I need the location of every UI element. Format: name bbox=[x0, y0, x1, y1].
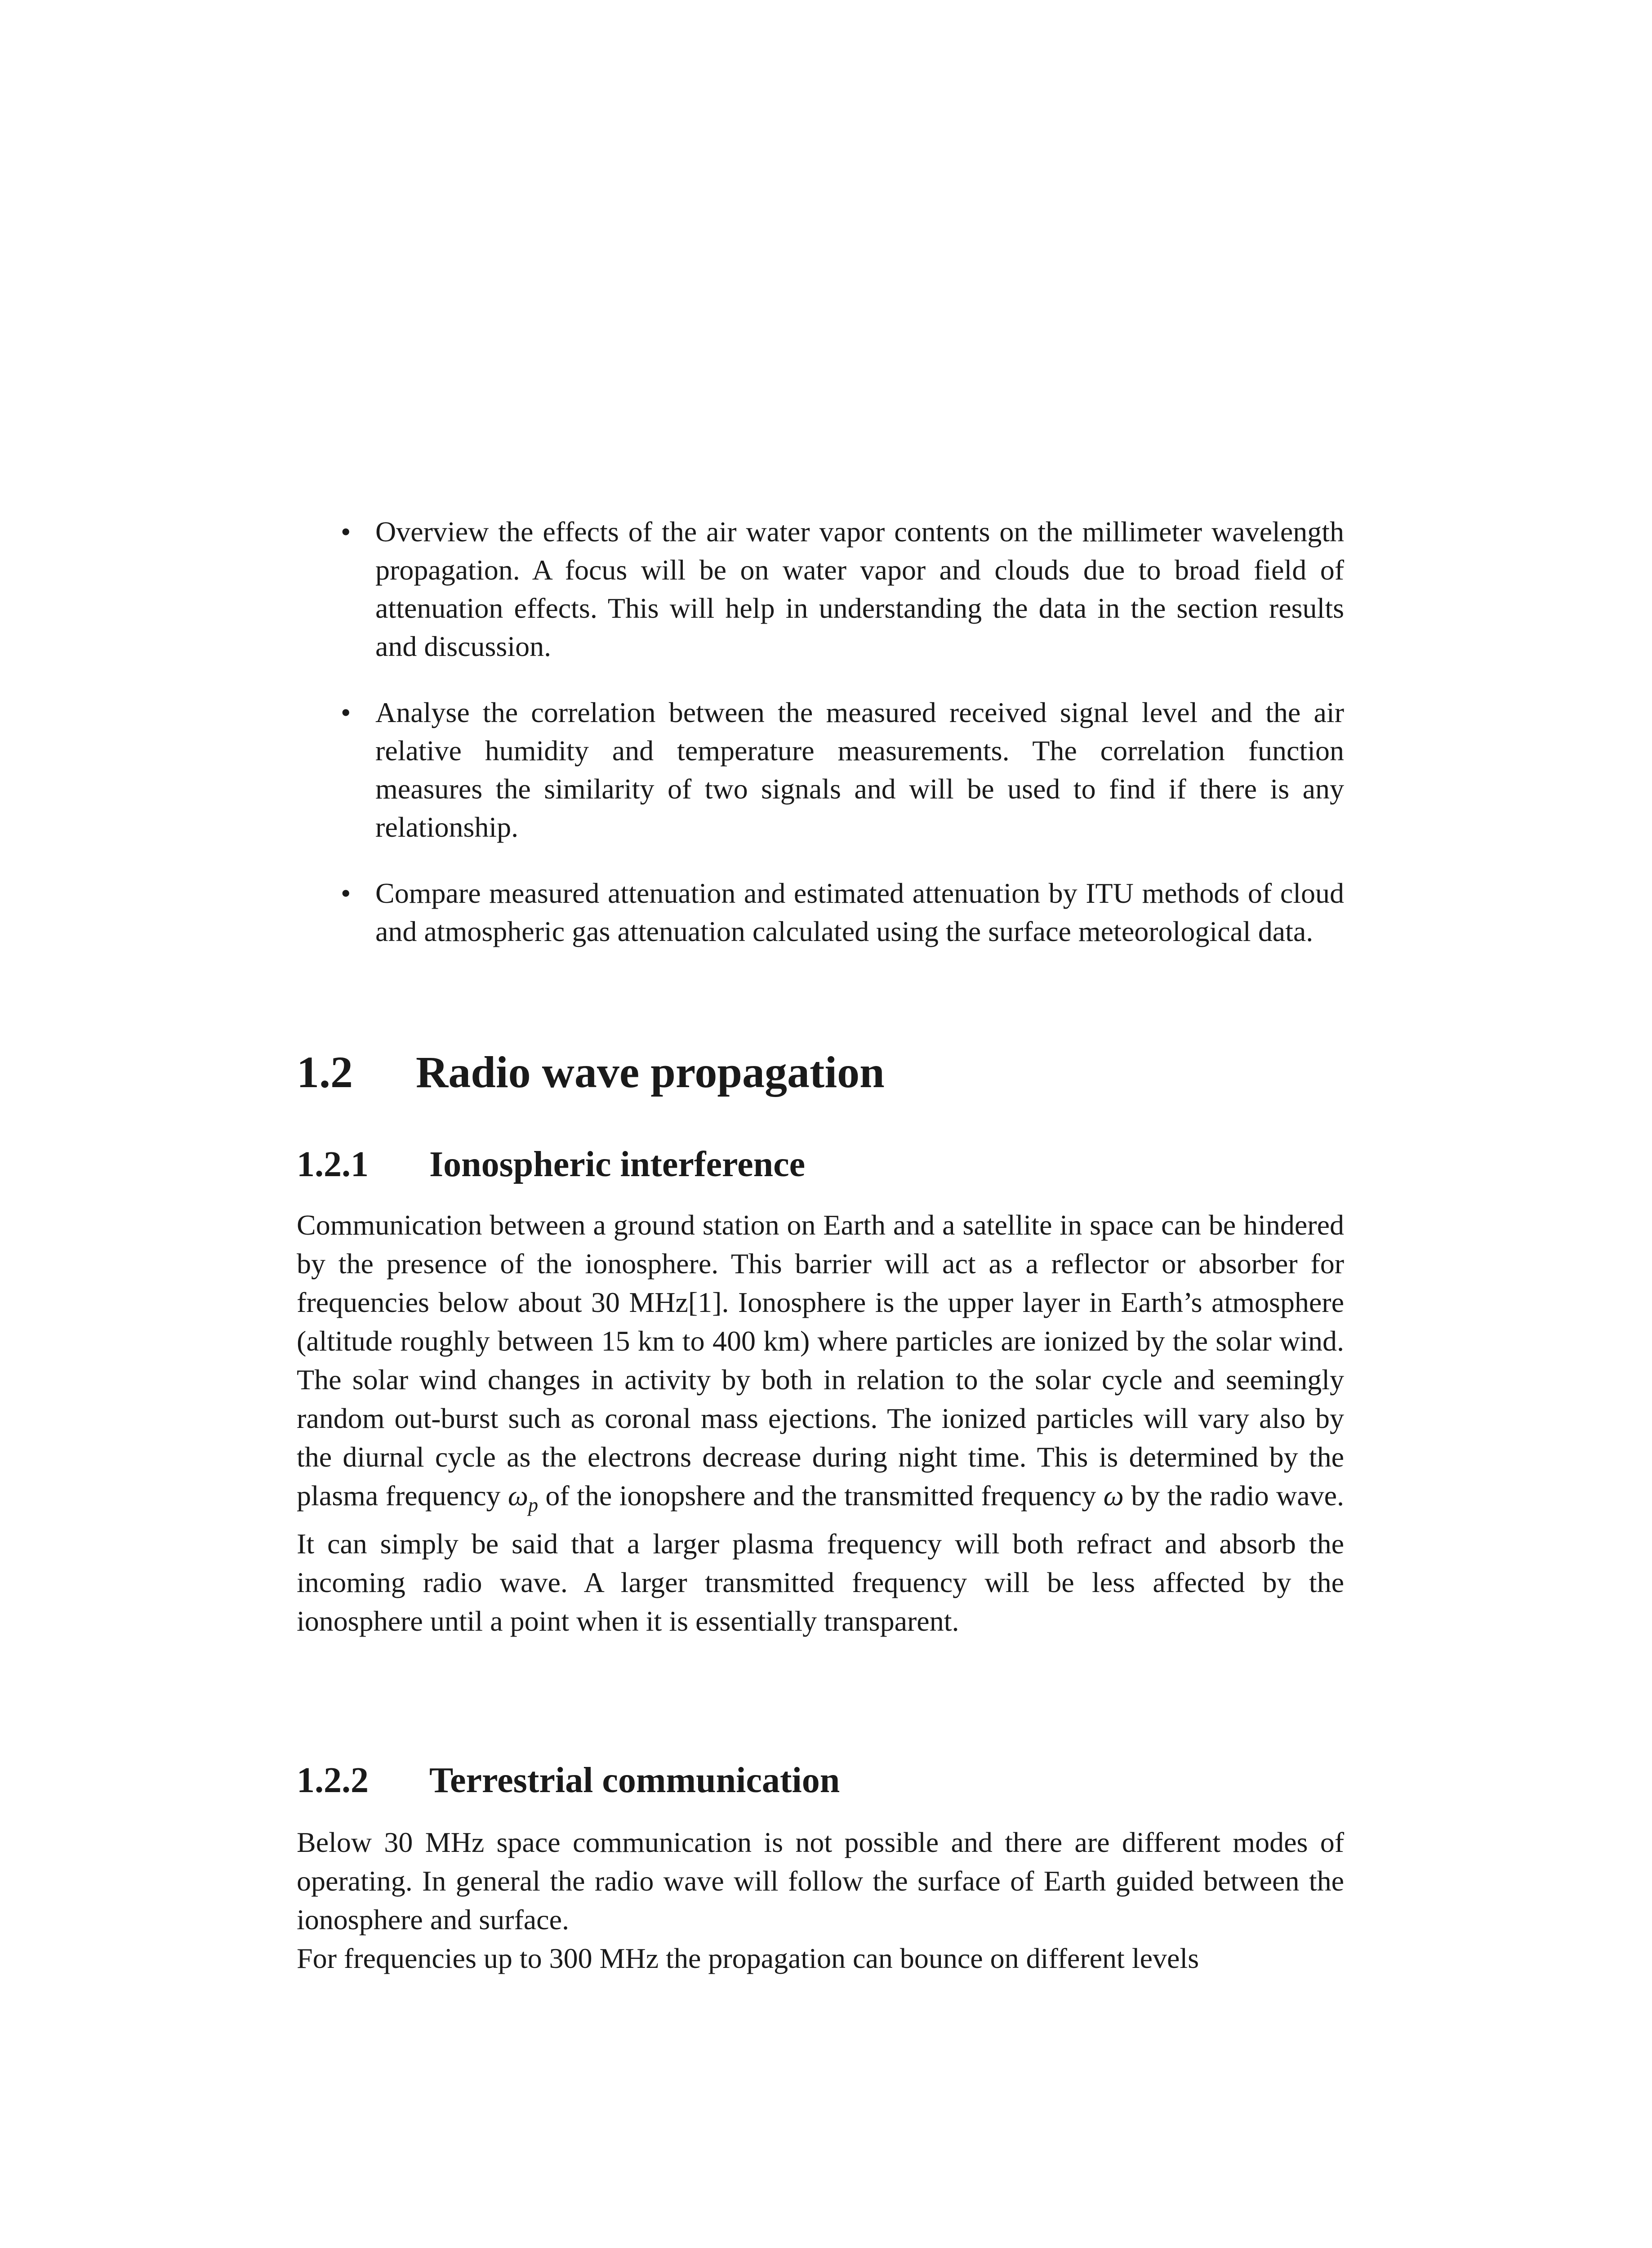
math-transmitted-frequency: ω bbox=[1103, 1480, 1124, 1512]
objectives-list bbox=[297, 513, 1344, 978]
paragraph-text: of the ionopshere and the transmitted frequency bbox=[538, 1480, 1104, 1512]
subsection-number: 1.2.2 bbox=[297, 1761, 369, 1800]
section-number: 1.2 bbox=[297, 1047, 353, 1097]
list-item-text: Compare measured attenuation and estimated attenuation by ITU methods of cloud and atmospheric gas attenuation calculated using the surface meteorological data. bbox=[375, 877, 1344, 947]
math-plasma-frequency bbox=[508, 1480, 539, 1516]
subsection-title: Ionospheric interference bbox=[429, 1145, 806, 1184]
section-title: Radio wave propagation bbox=[416, 1047, 885, 1097]
bullet-icon: • bbox=[341, 516, 351, 548]
list-item bbox=[297, 874, 1344, 950]
list-item bbox=[297, 513, 1344, 665]
subsection-heading-terrestrial bbox=[297, 1758, 1344, 1803]
paragraph-terrestrial bbox=[297, 1823, 1344, 1978]
bullet-icon: • bbox=[341, 696, 351, 728]
section-heading bbox=[297, 1045, 1344, 1099]
list-item-text: Analyse the correlation between the measured received signal level and the air relative humidity and temperature measurements. The correlation function measures the similarity of two signals and will be used to find if there is any relationship. bbox=[375, 696, 1344, 843]
bullet-icon: • bbox=[341, 877, 351, 909]
subsection-title: Terrestrial communication bbox=[429, 1761, 840, 1800]
subsection-heading-ionospheric bbox=[297, 1142, 1344, 1187]
paragraph-text: Communication between a ground station on Earth and a satellite in space can be hindered by the presence of the ionosphere. This barrier will act as a reflector or absorber for frequencies below about 30 MHz[1]. Ionosphere is the upper layer in Earth’s atmosphere (altitude roughly between 15 km to 400 km) where particles are ionized by the solar wind. The solar wind changes in activity by both in relation to the solar cycle and seemingly random out-burst such as coronal mass ejections. The ionized particles will vary also by the diurnal cycle as the electrons decrease during night time. This is determined by the plasma frequency bbox=[297, 1209, 1344, 1512]
paragraph-ionospheric bbox=[297, 1206, 1344, 1641]
math-subscript: p bbox=[528, 1494, 539, 1516]
list-item bbox=[297, 693, 1344, 846]
subsection-number: 1.2.1 bbox=[297, 1145, 369, 1184]
list-item-text: Overview the effects of the air water vapor contents on the millimeter wavelength propagation. A focus will be on water vapor and clouds due to broad field of attenuation effects. This will help in understanding the data in the section results and discussion. bbox=[375, 516, 1344, 662]
math-symbol: ω bbox=[508, 1480, 529, 1512]
paragraph-text: by the radio wave. It can simply be said that a larger plasma frequency will both refract and absorb the incoming radio wave. A larger transmitted frequency will be less affected by the ionosphere until a point when it is essentially transparent. bbox=[297, 1480, 1345, 1637]
paragraph-text: Below 30 MHz space communication is not possible and there are different modes of operating. In general the radio wave will follow the surface of Earth guided between the ionosphere and surface. bbox=[297, 1826, 1344, 1936]
paragraph-text: For frequencies up to 300 MHz the propagation can bounce on different levels bbox=[297, 1942, 1199, 1974]
